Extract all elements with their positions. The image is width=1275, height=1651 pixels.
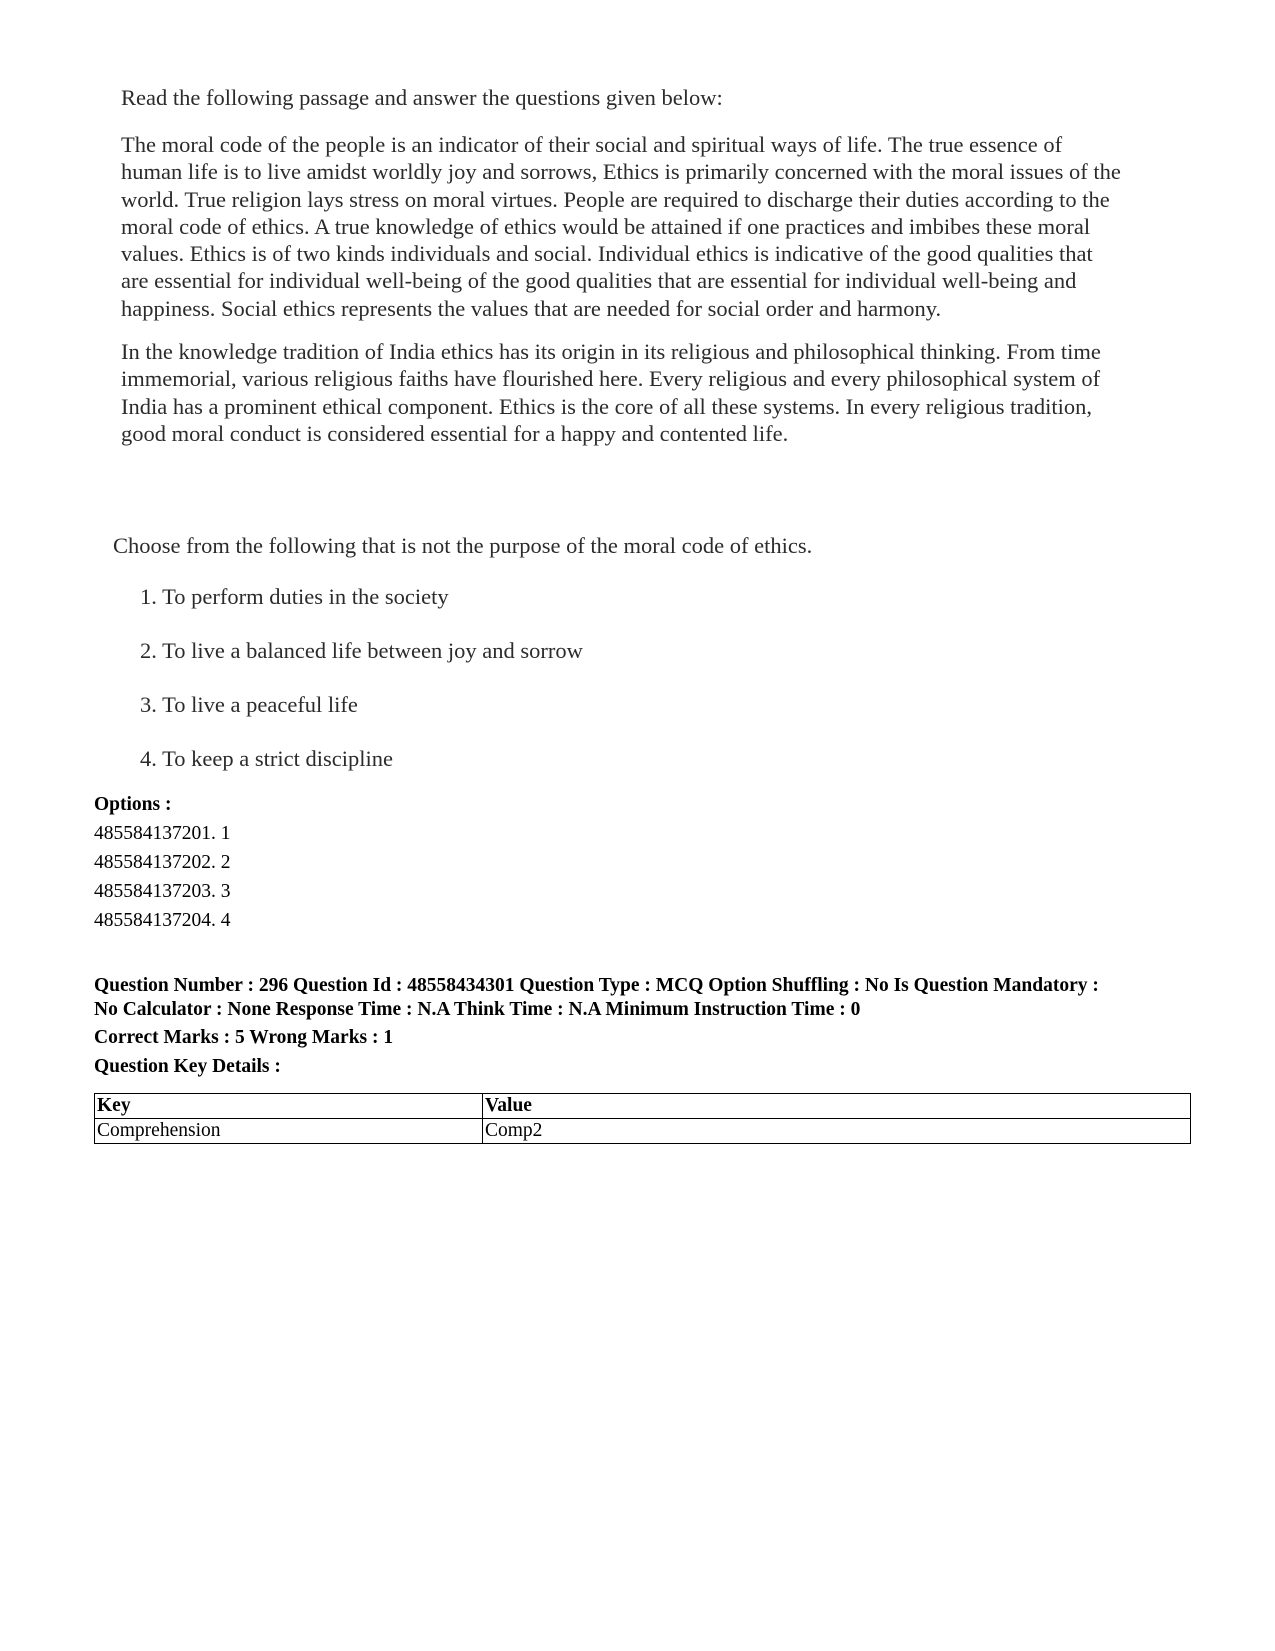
passage-line: moral code of ethics. A true knowledge of ethics would be attained if one practices and imbibes these moral [121, 213, 1091, 239]
table-cell-value: Comp2 [483, 1119, 1191, 1144]
option-item: 485584137201. 1 [94, 823, 231, 844]
passage-intro: Read the following passage and answer the questions given below: [121, 85, 723, 110]
passage-line: The moral code of the people is an indicator of their social and spiritual ways of life. The true essence of [121, 132, 1063, 157]
passage-line: values. Ethics is of two kinds individuals and social. Individual ethics is indicative of the good qualities that [121, 241, 1093, 267]
table-cell-key: Comprehension [95, 1119, 483, 1144]
options-heading: Options : [94, 794, 172, 815]
passage-line: good moral conduct is considered essential for a happy and contented life. [121, 420, 789, 446]
choice-3: 3. To live a peaceful life [140, 692, 358, 717]
marks-line: Correct Marks : 5 Wrong Marks : 1 [94, 1027, 394, 1048]
table-header-row [95, 1094, 1191, 1119]
passage-paragraph-2 [121, 338, 1101, 447]
question-meta-line-2: No Calculator : None Response Time : N.A Think Time : N.A Minimum Instruction Time : 0 [94, 999, 861, 1020]
passage-paragraph-1 [121, 131, 1121, 322]
choice-1: 1. To perform duties in the society [140, 584, 449, 609]
passage-line: India has a prominent ethical component. Ethics is the core of all these systems. In every religious tradition, [121, 393, 1092, 419]
table-header-value: Value [483, 1094, 1191, 1119]
key-details-heading: Question Key Details : [94, 1056, 281, 1077]
passage-line: immemorial, various religious faiths have flourished here. Every religious and every philosophical system of [121, 366, 1101, 392]
passage-line: happiness. Social ethics represents the values that are needed for social order and harmony. [121, 295, 942, 321]
question-text: Choose from the following that is not the purpose of the moral code of ethics. [113, 533, 813, 558]
question-meta-line-1: Question Number : 296 Question Id : 48558434301 Question Type : MCQ Option Shuffling : No Is Question Mandatory : [94, 975, 1099, 996]
table-header-key: Key [95, 1094, 483, 1119]
key-details-table [94, 1093, 1191, 1144]
passage-line: world. True religion lays stress on moral virtues. People are required to discharge their duties according to the [121, 186, 1110, 212]
passage-line: are essential for individual well-being of the good qualities that are essential for individual well-being and [121, 268, 1077, 294]
passage-line: In the knowledge tradition of India ethics has its origin in its religious and philosophical thinking. From time [121, 339, 1101, 364]
option-item: 485584137202. 2 [94, 852, 231, 873]
passage-line: human life is to live amidst worldly joy and sorrows, Ethics is primarily concerned with the moral issues of the [121, 159, 1121, 185]
choice-2: 2. To live a balanced life between joy and sorrow [140, 638, 583, 663]
choice-4: 4. To keep a strict discipline [140, 746, 393, 771]
table-row [95, 1119, 1191, 1144]
option-item: 485584137203. 3 [94, 881, 231, 902]
option-item: 485584137204. 4 [94, 910, 231, 931]
